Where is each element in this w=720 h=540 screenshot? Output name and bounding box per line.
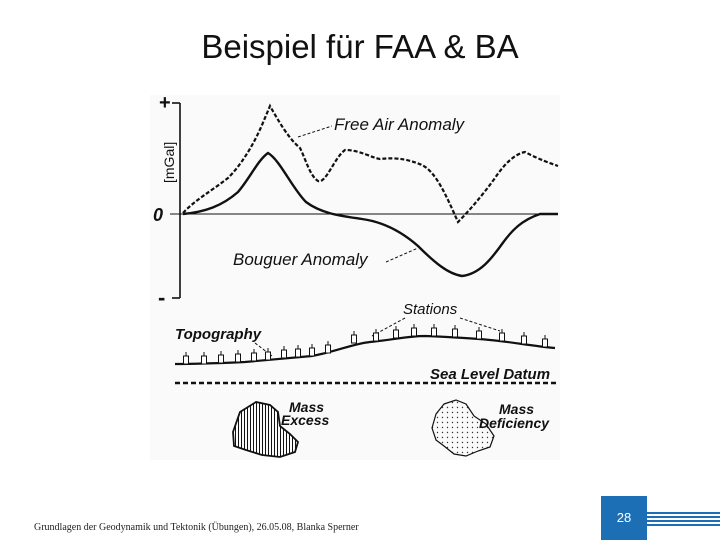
axis-plus-label: + [159, 92, 171, 114]
bouguer-label: Bouguer Anomaly [233, 250, 368, 269]
axis-zero-label: 0 [153, 205, 164, 225]
sea-level-label: Sea Level Datum [430, 366, 551, 383]
mass-deficiency-label-1: Mass [499, 401, 535, 417]
topography-label: Topography [175, 326, 262, 343]
stations-label: Stations [403, 301, 458, 318]
page-number: 28 [601, 496, 647, 540]
axis-minus-label: - [158, 285, 166, 310]
mass-excess-label-1: Mass [289, 399, 325, 415]
brand-stripes-logo [647, 496, 720, 540]
axis-unit-label: [mGal] [161, 141, 177, 183]
slide-footer: Grundlagen der Geodynamik und Tektonik (Übungen), 26.05.08, Blanka Sperner [34, 522, 359, 533]
slide-title: Beispiel für FAA & BA [201, 28, 519, 65]
mass-deficiency-label-2: Deficiency [479, 415, 550, 431]
free-air-label: Free Air Anomaly [334, 115, 465, 134]
mass-excess-label-2: Excess [281, 412, 330, 428]
